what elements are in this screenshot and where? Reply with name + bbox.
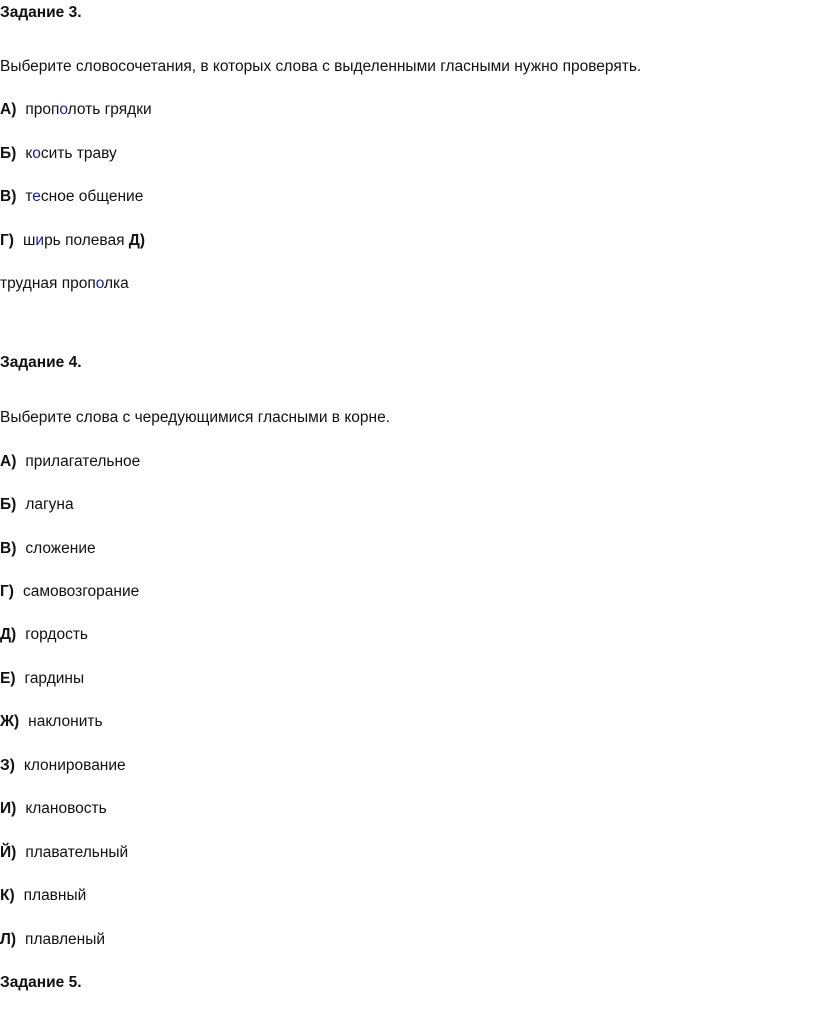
item-text-pre: ш: [22, 232, 36, 249]
item-letter: А): [0, 453, 17, 470]
item-letter: Д): [0, 626, 17, 643]
item-letter: З): [0, 757, 15, 774]
task4-title: Задание 4.: [0, 354, 82, 371]
highlighted-vowel: о: [32, 145, 41, 162]
item-letter: В): [0, 188, 17, 205]
item-text-pre: т: [25, 188, 33, 205]
task4-item: [0, 756, 126, 776]
item-letter: Б): [0, 496, 17, 513]
task3-title: Задание 3.: [0, 4, 82, 21]
task3-item-b: [0, 144, 117, 164]
item-letter: Е): [0, 670, 16, 687]
highlighted-vowel: о: [59, 101, 68, 118]
task3-item-v: [0, 187, 143, 207]
item-word: плавный: [23, 887, 87, 904]
item-letter: Д): [128, 232, 146, 249]
item-text-post: рь полевая: [44, 232, 125, 249]
task4-item: [0, 539, 96, 559]
item-word: гордость: [25, 626, 89, 643]
item-word: лагуна: [25, 496, 74, 513]
task4-item: [0, 669, 84, 689]
item-word: наклонить: [28, 713, 103, 730]
task4-item: [0, 712, 103, 732]
item-letter: Б): [0, 145, 17, 162]
item-word: плавательный: [25, 844, 129, 861]
task3-item-d-wrap: [0, 274, 129, 294]
task4-item: [0, 843, 128, 863]
item-text-pre: трудная проп: [0, 275, 96, 292]
highlighted-vowel: и: [35, 232, 45, 249]
item-text-pre: к: [25, 145, 33, 162]
item-text-post: сить траву: [40, 145, 117, 162]
task3-instruction: Выберите словосочетания, в которых слова с выделенными гласными нужно проверять.: [0, 58, 642, 75]
task3-item-a: [0, 100, 152, 120]
item-text-pre: проп: [25, 101, 60, 118]
task4-instruction: Выберите слова с чередующимися гласными в корне.: [0, 409, 391, 426]
task4-item: [0, 799, 107, 819]
task4-item: [0, 886, 86, 906]
item-word: гардины: [24, 670, 85, 687]
item-word: самовозгорание: [22, 583, 140, 600]
item-text-post: сное общение: [40, 188, 144, 205]
highlighted-vowel: е: [32, 188, 41, 205]
item-word: плавленый: [25, 931, 106, 948]
item-letter: Г): [0, 583, 14, 600]
task4-item: [0, 625, 88, 645]
item-letter: Ж): [0, 713, 20, 730]
highlighted-vowel: о: [95, 275, 105, 292]
task4-item: [0, 452, 140, 472]
item-text-post: лка: [104, 275, 129, 292]
task5-title: Задание 5.: [0, 974, 82, 991]
item-text-post: лоть грядки: [67, 101, 152, 118]
item-letter: А): [0, 101, 17, 118]
task4-item: [0, 495, 74, 515]
item-letter: Й): [0, 844, 17, 861]
item-word: сложение: [25, 540, 96, 557]
task4-item: [0, 930, 105, 950]
item-letter: К): [0, 887, 15, 904]
item-letter: И): [0, 800, 17, 817]
item-word: клонирование: [23, 757, 126, 774]
item-word: прилагательное: [25, 453, 141, 470]
task3-item-g: [0, 231, 145, 251]
task4-item: [0, 582, 139, 602]
item-letter: В): [0, 540, 17, 557]
item-letter: Л): [0, 931, 17, 948]
item-word: клановость: [25, 800, 107, 817]
item-letter: Г): [0, 232, 14, 249]
